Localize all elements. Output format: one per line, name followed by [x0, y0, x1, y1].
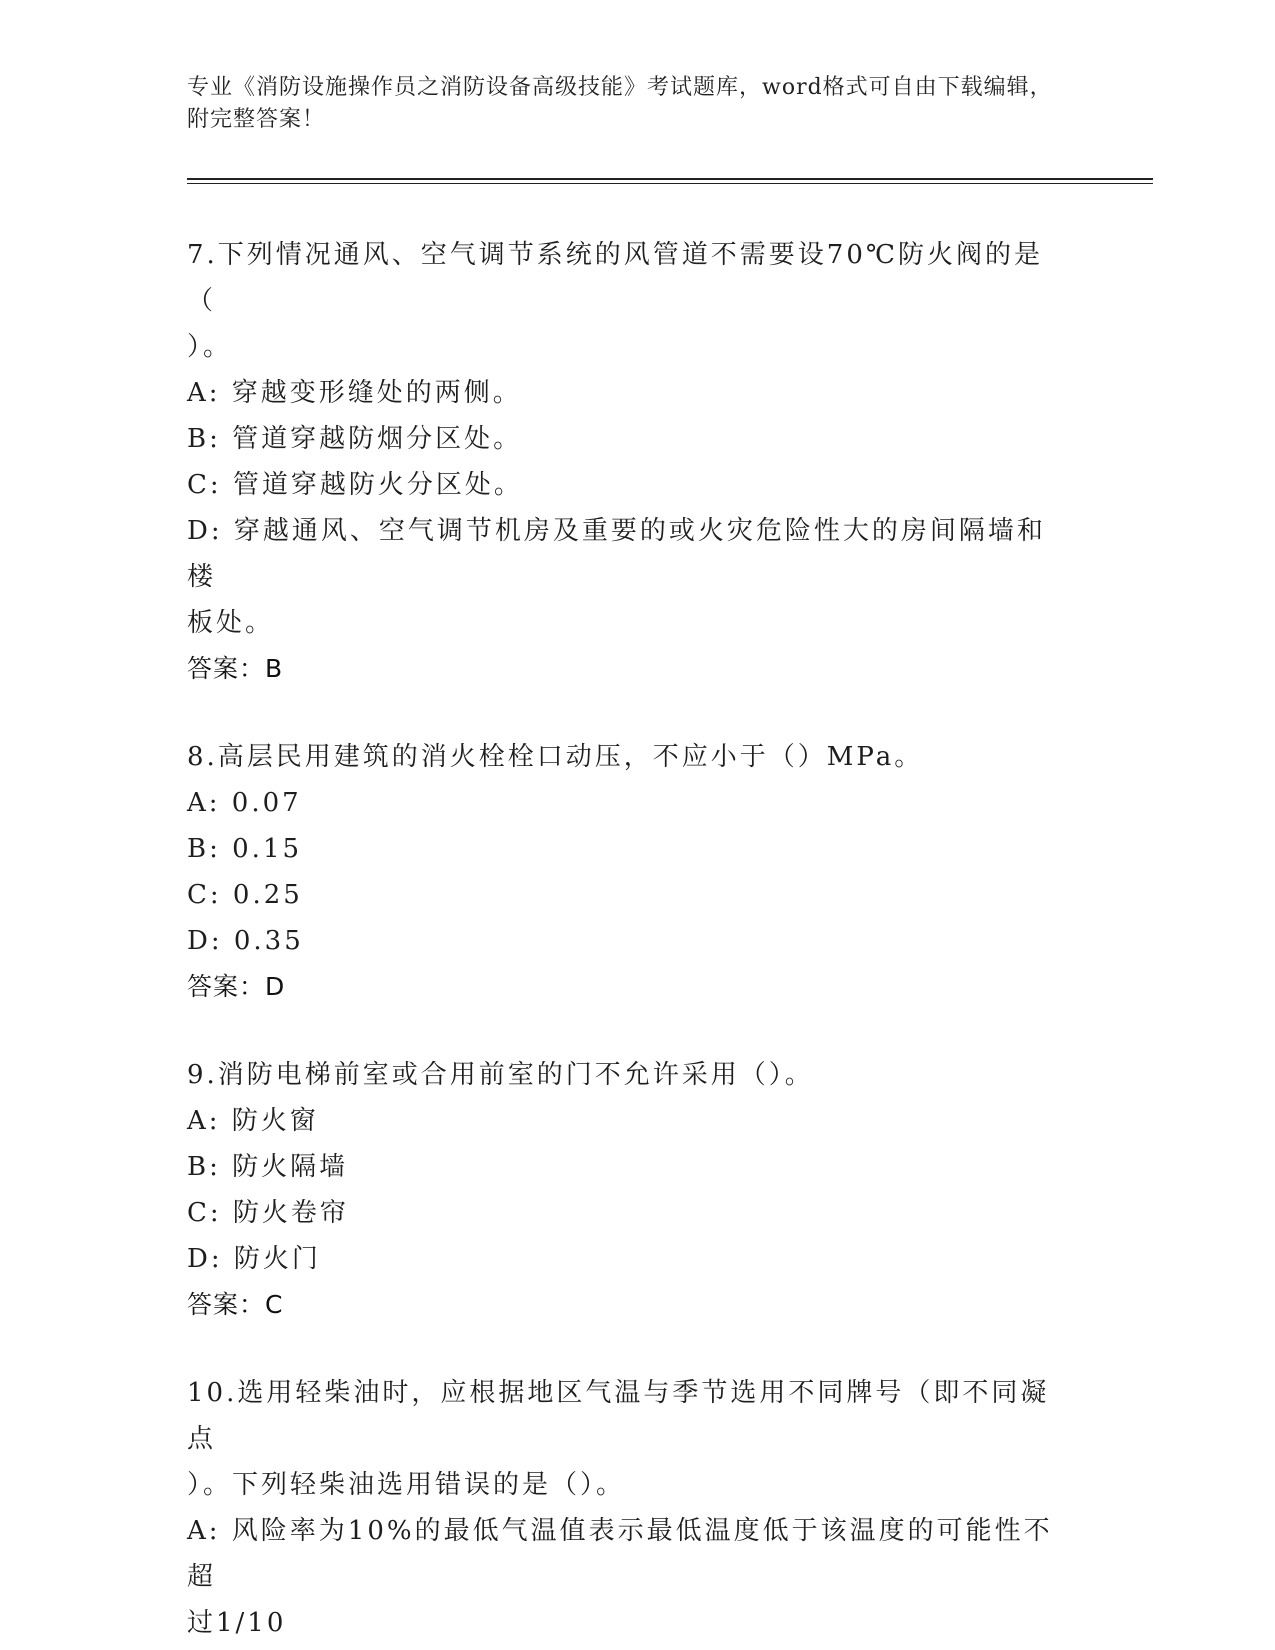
option-d: D: 穿越通风、空气调节机房及重要的或火灾危险性大的房间隔墙和楼 — [187, 516, 1046, 592]
question-8 — [187, 734, 1067, 1010]
option-c: C: 管道穿越防火分区处。 — [187, 470, 523, 500]
question-spacer — [187, 1010, 1067, 1052]
option-c: C: 防火卷帘 — [187, 1198, 349, 1228]
question-stem-line: ）。 — [187, 332, 233, 362]
question-stem-line: 7.下列情况通风、空气调节系统的风管道不需要设70℃防火阀的是（ — [187, 240, 1043, 316]
option-b: B: 0.15 — [187, 834, 303, 864]
answer-line: 答案：B — [187, 654, 284, 683]
question-stem-line: 9.消防电梯前室或合用前室的门不允许采用（）。 — [187, 1060, 814, 1090]
header-rule-bottom — [187, 183, 1153, 184]
answer-line: 答案：D — [187, 972, 286, 1001]
header-rule-top — [187, 178, 1153, 180]
option-a: A: 防火窗 — [187, 1106, 319, 1136]
option-d: D: 0.35 — [187, 926, 304, 956]
option-b: B: 管道穿越防烟分区处。 — [187, 424, 523, 454]
option-b: B: 防火隔墙 — [187, 1152, 349, 1182]
question-stem-line: 8.高层民用建筑的消火栓栓口动压，不应小于（）MPa。 — [187, 742, 924, 772]
question-stem-line: 10.选用轻柴油时，应根据地区气温与季节选用不同牌号（即不同凝点 — [187, 1378, 1050, 1454]
question-spacer — [187, 1328, 1067, 1370]
answer-line: 答案：C — [187, 1290, 284, 1319]
document-header: 专业《消防设施操作员之消防设备高级技能》考试题库，word格式可自由下载编辑，附完整答案！ — [187, 75, 1053, 132]
option-a-continued: 过1/10 — [187, 1608, 287, 1638]
option-d: D: 防火门 — [187, 1244, 321, 1274]
option-a: A: 0.07 — [187, 788, 302, 818]
option-d-continued: 板处。 — [187, 608, 275, 638]
option-c: C: 0.25 — [187, 880, 303, 910]
option-a: A: 穿越变形缝处的两侧。 — [187, 378, 522, 408]
question-stem-line: ）。下列轻柴油选用错误的是（）。 — [187, 1470, 626, 1500]
question-7 — [187, 232, 1067, 692]
question-list — [187, 232, 1067, 1646]
question-spacer — [187, 692, 1067, 734]
question-10 — [187, 1370, 1067, 1646]
option-a: A: 风险率为10%的最低气温值表示最低温度低于该温度的可能性不超 — [187, 1516, 1053, 1592]
question-9 — [187, 1052, 1067, 1328]
